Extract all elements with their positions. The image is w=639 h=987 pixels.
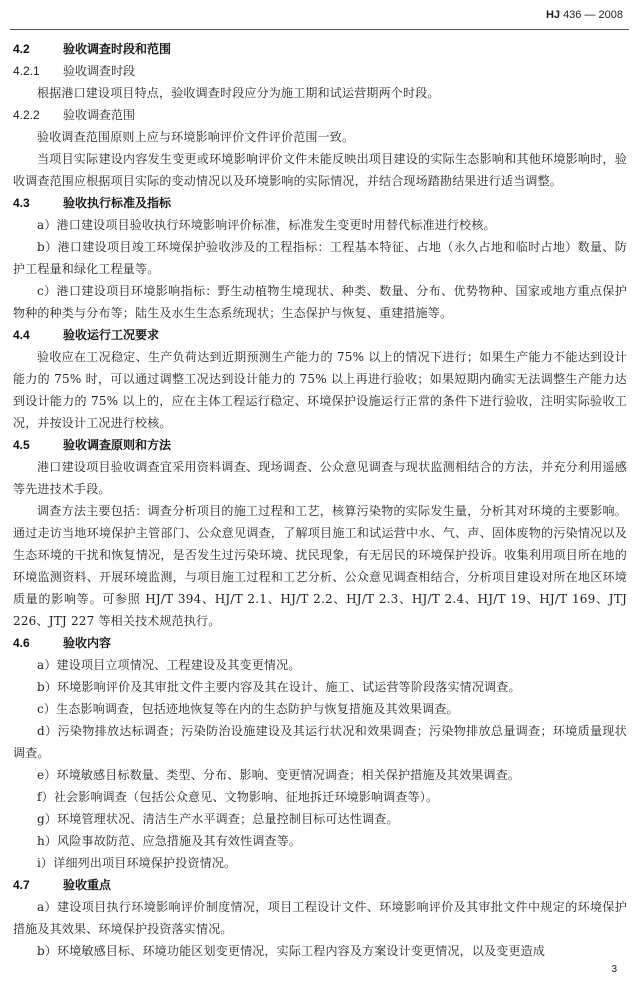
paragraph: c）港口建设项目环境影响指标：野生动植物生境现状、种类、数量、分布、优势物种、国家或地方重点保护物种的种类与分布等；陆生及水生生态系统现状；生态保护与恢复、重建措施等。 [13, 284, 627, 320]
document-body [13, 38, 627, 962]
heading-number: 4.6 [13, 636, 30, 650]
heading-title: 验收调查时段 [63, 64, 136, 78]
paragraph: 根据港口建设项目特点，验收调查时段应分为施工期和试运营期两个时段。 [37, 86, 440, 100]
paragraph: a）港口建设项目验收执行环境影响评价标准，标准发生变更时用替代标准进行校核。 [37, 218, 496, 232]
section-heading [13, 324, 627, 346]
paragraph: g）环境管理状况、清洁生产水平调查；总量控制目标可达性调查。 [37, 812, 399, 826]
paragraph: a）建设项目执行环境影响评价制度情况，项目工程设计文件、环境影响评价及其审批文件中规定的环境保护措施及其效果、环境保护投资落实情况。 [13, 900, 627, 936]
paragraph: 当项目实际建设内容发生变更或环境影响评价文件未能反映出项目建设的实际生态影响和其他环境影响时，验收调查范围应根据项目实际的变动情况以及环境影响的实际情况，并结合现场踏勘结果进行适当调整。 [13, 152, 627, 188]
heading-title: 验收调查时段和范围 [63, 42, 172, 56]
heading-number: 4.4 [13, 328, 30, 342]
section-heading [13, 192, 627, 214]
heading-title: 验收执行标准及指标 [63, 196, 172, 210]
paragraph: f）社会影响调查（包括公众意见、文物影响、征地拆迁环境影响调查等）。 [37, 790, 439, 804]
subsection-heading [13, 60, 627, 82]
paragraph: e）环境敏感目标数量、类型、分布、影响、变更情况调查；相关保护措施及其效果调查。 [37, 768, 521, 782]
standard-number: 436 — 2008 [563, 9, 623, 21]
paragraph: 验收应在工况稳定、生产负荷达到近期预测生产能力的 75% 以上的情况下进行；如果生产能力不能达到设计能力的 75% 时，可以通过调整工况达到设计能力的 75% 以上再进行验收；如果短期内确实无法调整生产能力达到设计能力的 75% 以上的，应在主体工程运行稳定、环境保护设施运行正常的条件下进行验收，注明实际验收工况，并按设计工况进行校核。 [13, 350, 627, 430]
heading-number: 4.2.1 [13, 64, 40, 78]
paragraph: c）生态影响调查，包括迹地恢复等在内的生态防护与恢复措施及其效果调查。 [37, 702, 459, 716]
heading-number: 4.2.2 [13, 108, 40, 122]
section-heading [13, 434, 627, 456]
standard-code-header [546, 9, 623, 21]
paragraph: b）环境影响评价及其审批文件主要内容及其在设计、施工、试运营等阶段落实情况调查。 [37, 680, 521, 694]
paragraph: i）详细列出项目环境保护投资情况。 [37, 856, 237, 870]
heading-number: 4.5 [13, 438, 30, 452]
paragraph: b）环境敏感目标、环境功能区划变更情况，实际工程内容及方案设计变更情况，以及变更造成 [37, 944, 546, 958]
standard-prefix: HJ [545, 9, 560, 21]
subsection-heading [13, 104, 627, 126]
heading-title: 验收调查原则和方法 [63, 438, 172, 452]
heading-number: 4.3 [13, 196, 30, 210]
section-heading [13, 632, 627, 654]
paragraph: 验收调查范围原则上应与环境影响评价文件评价范围一致。 [37, 130, 355, 144]
heading-title: 验收调查范围 [63, 108, 136, 122]
heading-title: 验收重点 [63, 878, 112, 892]
paragraph: 港口建设项目验收调查宜采用资料调查、现场调查、公众意见调查与现状监测相结合的方法，并充分利用遥感等先进技术手段。 [13, 460, 627, 496]
paragraph: b）港口建设项目竣工环境保护验收涉及的工程指标：工程基本特征、占地（永久占地和临时占地）数量、防护工程量和绿化工程量等。 [13, 240, 627, 276]
heading-title: 验收运行工况要求 [63, 328, 160, 342]
heading-title: 验收内容 [63, 636, 112, 650]
heading-number: 4.2 [13, 42, 30, 56]
header-rule [10, 29, 629, 30]
paragraph: h）风险事故防范、应急措施及其有效性调查等。 [37, 834, 302, 848]
section-heading [13, 38, 627, 60]
section-heading [13, 874, 627, 896]
page-number: 3 [611, 964, 617, 975]
paragraph: a）建设项目立项情况、工程建设及其变更情况。 [37, 658, 301, 672]
paragraph: d）污染物排放达标调查；污染防治设施建设及其运行状况和效果调查；污染物排放总量调查；环境质量现状调查。 [13, 724, 627, 760]
heading-number: 4.7 [13, 878, 30, 892]
paragraph: 调查方法主要包括：调查分析项目的施工过程和工艺，核算污染物的实际发生量，分析其对环境的主要影响。通过走访当地环境保护主管部门、公众意见调查，了解项目施工和试运营中水、气、声、固体废物的污染情况以及生态环境的干扰和恢复情况，是否发生过污染环境、扰民现象，有无居民的环境保护投诉。收集利用项目所在地的环境监测资料、开展环境监测，与项目施工过程和工艺分析、公众意见调查相结合，分析项目建设对所在地区环境质量的影响等。可参照 HJ/T 394、HJ/T 2.1、HJ/T 2.2、HJ/T 2.3、HJ/T 2.4、HJ/T 19、HJ/T 169、JTJ 226、JTJ 227 等相关技术规范执行。 [13, 504, 627, 628]
